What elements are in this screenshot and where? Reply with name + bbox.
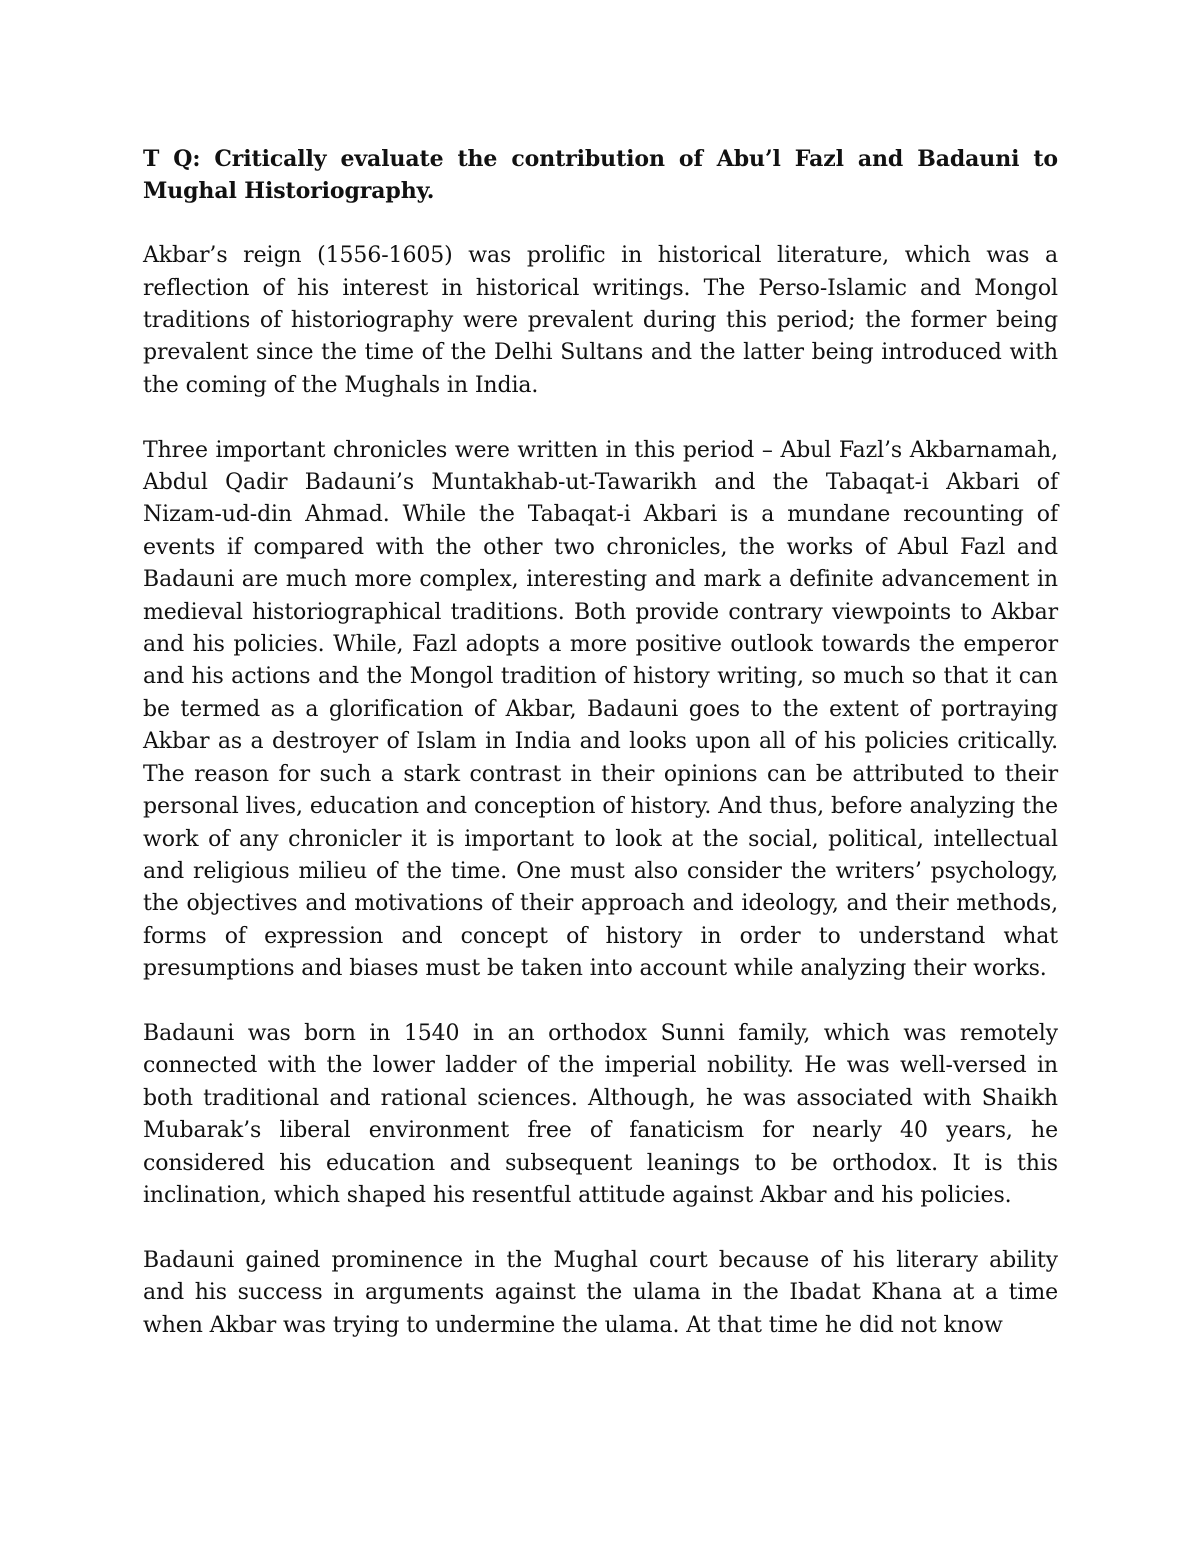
- paragraph-intro: Akbar’s reign (1556-1605) was prolific in historical literature, which was a reflection of his interest in historical writings. The Perso-Islamic and Mongol traditions of historiography were prevalent during this period; the former being prevalent since the time of the Delhi Sultans and the latter being introduced with the coming of the Mughals in India.: [143, 243, 1058, 398]
- question-title: T Q: Critically evaluate the contribution of Abu’l Fazl and Badauni to Mughal Historiography.: [143, 146, 1058, 205]
- paragraph-badauni-court: Badauni gained prominence in the Mughal court because of his literary ability and his success in arguments against the ulama in the Ibadat Khana at a time when Akbar was trying to undermine the ulama. At that time he did not know: [143, 1247, 1058, 1338]
- paragraph-badauni-birth: Badauni was born in 1540 in an orthodox Sunni family, which was remotely connected with the lower ladder of the imperial nobility. He was well-versed in both traditional and rational sciences. Although, he was associated with Shaikh Mubarak’s liberal environment free of fanaticism for nearly 40 years, he considered his education and subsequent leanings to be orthodox. It is this inclination, which shaped his resentful attitude against Akbar and his policies.: [143, 1020, 1058, 1208]
- paragraph-chronicles: Three important chronicles were written in this period – Abul Fazl’s Akbarnamah, Abdul Qadir Badauni’s Muntakhab-ut-Tawarikh and the Tabaqat-i Akbari of Nizam-ud-din Ahmad. While the Tabaqat-i Akbari is a mundane recounting of events if compared with the other two chronicles, the works of Abul Fazl and Badauni are much more complex, interesting and mark a definite advancement in medieval historiographical traditions. Both provide contrary viewpoints to Akbar and his policies. While, Fazl adopts a more positive outlook towards the emperor and his actions and the Mongol tradition of history writing, so much so that it can be termed as a glorification of Akbar, Badauni goes to the extent of portraying Akbar as a destroyer of Islam in India and looks upon all of his policies critically. The reason for such a stark contrast in their opinions can be attributed to their personal lives, education and conception of history. And thus, before analyzing the work of any chronicler it is important to look at the social, political, intellectual and religious milieu of the time. One must also consider the writers’ psychology, the objectives and motivations of their approach and ideology, and their methods, forms of expression and concept of history in order to understand what presumptions and biases must be taken into account while analyzing their works.: [143, 437, 1058, 982]
- document-body: [143, 143, 1058, 1374]
